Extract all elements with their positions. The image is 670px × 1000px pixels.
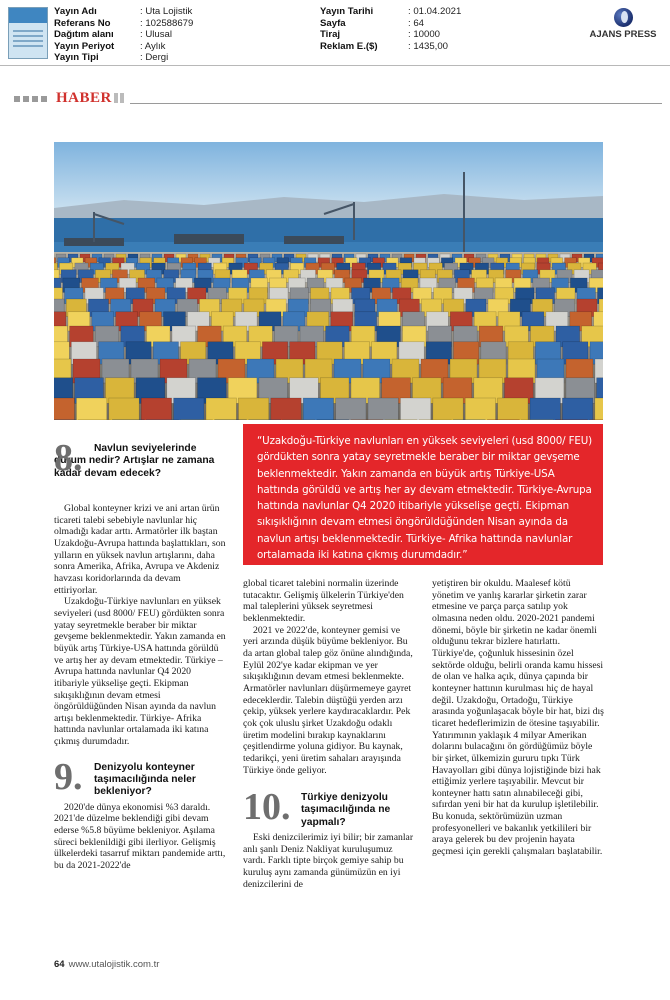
- question-number: 9.: [54, 755, 83, 798]
- section-square: [14, 96, 20, 102]
- meta-label: Sayfa: [320, 17, 346, 29]
- section-square: [23, 96, 29, 102]
- page-footer: [54, 959, 159, 970]
- article-column-3: [432, 578, 604, 858]
- meta-value: : 01.04.2021: [408, 6, 462, 17]
- question-heading: Türkiye denizyolu taşımacılığında ne yapmalı?: [301, 792, 391, 828]
- meta-label: Dağıtım alanı: [54, 29, 114, 41]
- section-grid-icon: [114, 93, 124, 103]
- question-10: [243, 786, 415, 832]
- globe-icon: [614, 8, 633, 27]
- question-heading: Navlun seviyelerinde durum nedir? Artışlar ne zamana kadar devam edecek?: [54, 443, 215, 479]
- pull-quote: [243, 424, 603, 565]
- section-square: [32, 96, 38, 102]
- question-number: 10.: [243, 786, 291, 829]
- clipping-header: [0, 0, 670, 66]
- meta-row: [320, 18, 461, 30]
- page-number: 64: [54, 959, 65, 970]
- meta-row: [320, 6, 461, 18]
- clipping-left-column: [54, 6, 193, 64]
- question-heading: Denizyolu konteyner taşımacılığında neler bekleniyor?: [94, 761, 196, 798]
- meta-row: [320, 29, 461, 41]
- question-8: [54, 437, 226, 503]
- meta-row: [320, 41, 461, 53]
- meta-row: [54, 6, 193, 18]
- meta-value: : 64: [408, 17, 425, 29]
- article-column-1: [54, 437, 226, 872]
- meta-label: Referans No: [54, 17, 111, 29]
- meta-value: : 102588679: [140, 17, 194, 29]
- clipping-right-column: [320, 6, 461, 52]
- paragraph: yetiştiren bir okuldu. Maalesef kötü yönetim ve yanlış kararlar şirketin zarar etmesine ve parça parça satılıp yok olmasına neden oldu. 2020-2021 pandemi dönemi, böyle bir şirketin ne kadar önemli olduğunu tekrar bizlere hatırlattı. Türkiye'de, çoğunluk hissesinin özel sektörde olduğu, belirli oranda kamu hissesi de olan ve halka açık, dünya çapında bir konteyner hattının kurulması hiç de hayal değil. Uzakdoğu, Ortadoğu, Türkiye arasında yoğunlaşacak böyle bir hat, bizi dış ticaret hedeflerimizin de ötesine taşıyabilir. Yatırımının yaklaşık 4 milyar Amerikan dolarını bulacağını ön gördüğümüz böyle bir şirket, ülkemizin gururu tıpkı Türk Havayolları gibi dünya lojistiğinde bizi hak ettiğimiz yerlere taşıyabilir. Mevcut bir konteyner hattı satın alınabileceği gibi, sıfırdan yeni bir hat da kurulup işletilebilir. Bu konuda, sektörümüzün uzman profesyonelleri ve bakanlık yetkilileri bir araya gelerek bu dev projenin hayata geçmesi için gerekli çalışmaları başlatabilir.: [432, 578, 604, 858]
- meta-label: Yayın Tipi: [54, 52, 99, 64]
- pull-quote-text: “Uzakdoğu-Türkiye navlunları en yüksek seviyeleri (usd 8000/ FEU) gördükten sonra yatay seyretmekle beraber bir miktar gevşeme beklenmektedir. Yakın zamanda en büyük artış Türkiye-USA hattında görüldü ve artış her ay devam etmektedir. Türkiye-Avrupa hattında navlunlar Q4 2020 itibariyle yükselişe geçti. Ekipman sıkışıklığının devam etmesi öngörüldüğünden Nisan ayında da navlun artışı beklenmektedir. Türkiye- Afrika hattında navlunlar ortalamada iki katına çıkmış durumdadır.”: [257, 435, 592, 562]
- meta-label: Reklam E.($): [320, 40, 378, 52]
- meta-row: [54, 52, 193, 64]
- paragraph: Eski denizcilerimiz iyi bilir; bir zamanlar anlı şanlı Deniz Nakliyat kuruluşumuz vardı. Farklı tipte birçok gemiye sahip bu kuruluş aynı zamanda günümüzün en iyi denizcilerini de: [243, 832, 414, 890]
- article-column-2: [243, 578, 415, 890]
- meta-label: Yayın Adı: [54, 6, 97, 17]
- section-rule: [130, 103, 662, 104]
- meta-label: Yayın Tarihi: [320, 6, 374, 17]
- paragraph: 2020'de dünya ekonomisi %3 daraldı. 2021'de düzelme beklendiği gibi devam ederse %5.8 büyüme bekleniyor. Aşılama süreci beklenildiği gibi ilerliyor. Gelişmiş ülkelerdeki tasarruf miktarı pandemide arttı, bu da 2021-2022'de: [54, 801, 226, 872]
- meta-row: [54, 18, 193, 30]
- meta-label: Tiraj: [320, 29, 341, 41]
- question-number: 8.: [54, 437, 83, 479]
- paragraph: Uzakdoğu-Türkiye navlunları en yüksek seviyeleri (usd 8000/ FEU) gördükten sonra yatay seyretmekle beraber bir miktar gevşeme beklenmektedir. Yakın zamanda en büyük artış Türkiye-USA hattında görüldü ve artış her ay devam etmektedir. Türkiye –Avrupa hattında navlunlar Q4 2020 itibariyle yükselişe geçti. Ekipman sıkışıklığının devam etmesi öngörüldüğünden Nisan ayında da navlun artışı beklenmektedir. Türkiye- Afrika hattında navlunlar ortalamada iki katına çıkmış durumdadır.: [54, 596, 226, 748]
- meta-value: : Dergi: [140, 52, 169, 64]
- question-9: [54, 755, 226, 802]
- paragraph: 2021 ve 2022'de, konteyner gemisi ve yeri arzında düşük büyüme bekleniyor. Bu da artan global talep göz önüne alındığında, Eylül 202'ye kadar ekipman ve yer sıkışıklığının devam etmesi beklenmekte. Armatörler navlunları düşürmemeye gayret edeceklerdir. Talebin düştüğü yerden arzı çekip, yüksek yerlere kaydıracaklardır. Pek çok çok uluslu şirket Uzakdoğu odaklı üretim modelini bırakıp kaynaklarını çeşitlendirme yoluna gidiyor. Bu kaynak, tedarikçi, yeni üretim sahaları arayışında Türkiye önde geliyor.: [243, 624, 413, 776]
- meta-value: : Uta Lojistik: [140, 6, 193, 17]
- meta-value: : Ulusal: [140, 29, 172, 41]
- paragraph: Global konteyner krizi ve ani artan ürün ticareti talebi sebebiyle navlunlar hiç olmadığı kadar arttı. Armatörler ilk baştan Uzakdoğu-Avrupa hattında başlattıkları, son yılların en yüksek navlun artışlarını, daha sonra Amerika, Afrika, Avrupa ve Akdeniz havzası koridorlarında da devam ettiriyorlar.: [54, 503, 226, 596]
- section-square: [41, 96, 47, 102]
- paragraph: global ticaret talebini normalin üzerinde tutacaktır. Gelişmiş ülkelerin Türkiye'den mal taleplerini yüksek seyretmesi beklenmektedir.: [243, 578, 404, 624]
- website-link[interactable]: www.utalojistik.com.tr: [68, 959, 160, 970]
- container-port-photo: [54, 142, 603, 420]
- section-header: [14, 88, 662, 108]
- agency-logo: [588, 8, 658, 40]
- section-title: HABER: [56, 90, 112, 106]
- meta-row: [54, 41, 193, 53]
- meta-row: [54, 29, 193, 41]
- meta-label: Yayın Periyot: [54, 40, 115, 52]
- agency-name: AJANS PRESS: [589, 29, 657, 40]
- meta-value: : 10000: [408, 29, 441, 41]
- meta-value: : 1435,00: [408, 40, 449, 52]
- page-thumbnail: [8, 7, 48, 59]
- meta-value: : Aylık: [140, 40, 166, 52]
